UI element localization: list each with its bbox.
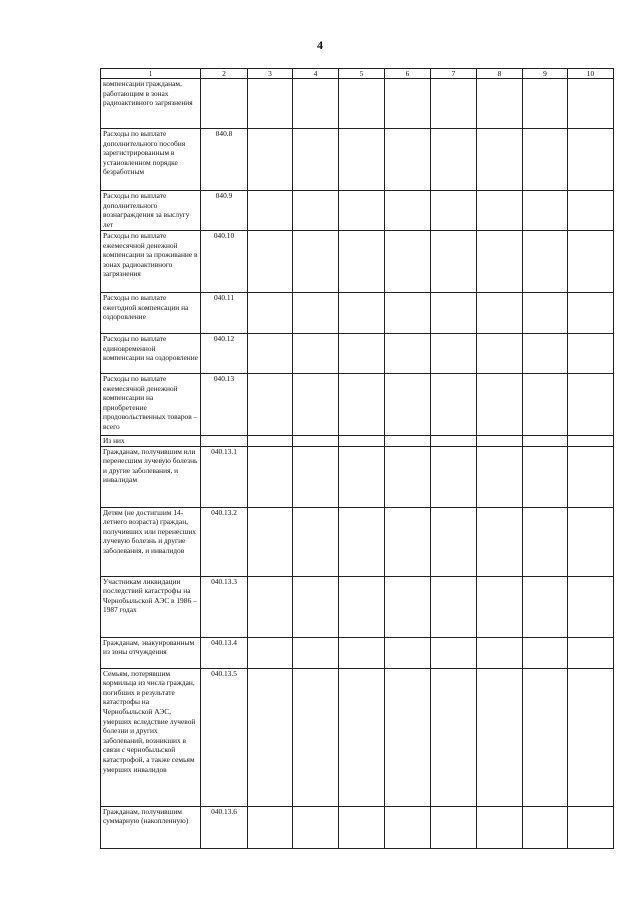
row-code: 040.13.4 — [201, 637, 248, 668]
table-row — [101, 231, 614, 293]
row-code: 040.13.5 — [201, 668, 248, 806]
column-header: 5 — [339, 69, 385, 79]
row-code — [201, 436, 248, 447]
table-row — [101, 374, 614, 436]
row-code — [201, 79, 248, 129]
row-code: 040.13.6 — [201, 806, 248, 848]
table-row — [101, 293, 614, 334]
table-row — [101, 129, 614, 191]
row-code: 040.9 — [201, 191, 248, 231]
table-row — [101, 446, 614, 507]
table-row — [101, 806, 614, 848]
row-description: компенсации гражданам, работающим в зонах радиоактивного загрязнения — [101, 79, 201, 129]
row-description: Детям (не достигшим 14-летнего возраста) граждан, получивших или перенесших лучевую болезнь и другие заболевания, и инвалидов — [101, 507, 201, 576]
row-description: Расходы по выплате дополнительного пособия зарегистрированным в установленном порядке безработным — [101, 129, 201, 191]
row-description: Расходы по выплате ежемесячной денежной компенсации на приобретение продовольственных товаров – всего — [101, 374, 201, 436]
row-description: Расходы по выплате ежемесячной денежной компенсации за проживание в зонах радиоактивного загрязнения — [101, 231, 201, 293]
report-table — [100, 68, 614, 849]
row-code: 040.13.3 — [201, 576, 248, 637]
row-code: 040.13.1 — [201, 446, 248, 507]
row-description: Семьям, потерявшим кормильца из числа граждан, погибших в результате катастрофы на Чернобыльской АЭС, умерших вследствие лучевой болезни и других заболеваний, возникших в связи с чернобыльской катастрофой, а также семьям умерших инвалидов — [101, 668, 201, 806]
table-row — [101, 79, 614, 129]
row-description: Из них — [101, 436, 201, 447]
table-row — [101, 668, 614, 806]
row-code: 040.13.2 — [201, 507, 248, 576]
table-row — [101, 637, 614, 668]
column-header: 1 — [101, 69, 201, 79]
row-description: Гражданам, получившим или перенесшим лучевую болезнь и другие заболевания, и инвалидам — [101, 446, 201, 507]
column-header: 10 — [568, 69, 614, 79]
column-header: 7 — [431, 69, 477, 79]
row-description: Расходы по выплате ежегодной компенсации на оздоровление — [101, 293, 201, 334]
column-header: 2 — [201, 69, 248, 79]
row-description: Гражданам, получившим суммарную (накопленную) — [101, 806, 201, 848]
header-row — [101, 69, 614, 79]
row-description: Гражданам, эвакуированным из зоны отчуждения — [101, 637, 201, 668]
column-header: 4 — [293, 69, 339, 79]
row-description: Участникам ликвидации последствий катастрофы на Чернобыльской АЭС в 1986 – 1987 годах — [101, 576, 201, 637]
table-row — [101, 191, 614, 231]
row-code: 040.12 — [201, 334, 248, 374]
column-header: 6 — [385, 69, 431, 79]
row-code: 040.10 — [201, 231, 248, 293]
table-row — [101, 436, 614, 447]
table-row — [101, 507, 614, 576]
row-code: 040.13 — [201, 374, 248, 436]
row-code: 040.11 — [201, 293, 248, 334]
row-code: 040.8 — [201, 129, 248, 191]
column-header: 9 — [523, 69, 568, 79]
page-number: 4 — [317, 38, 323, 52]
table-row — [101, 576, 614, 637]
row-description: Расходы по выплате дополнительного вознаграждения за выслугу лет — [101, 191, 201, 231]
column-header: 3 — [248, 69, 293, 79]
table-row — [101, 334, 614, 374]
row-description: Расходы по выплате единовременной компенсации на оздоровление — [101, 334, 201, 374]
column-header: 8 — [477, 69, 523, 79]
